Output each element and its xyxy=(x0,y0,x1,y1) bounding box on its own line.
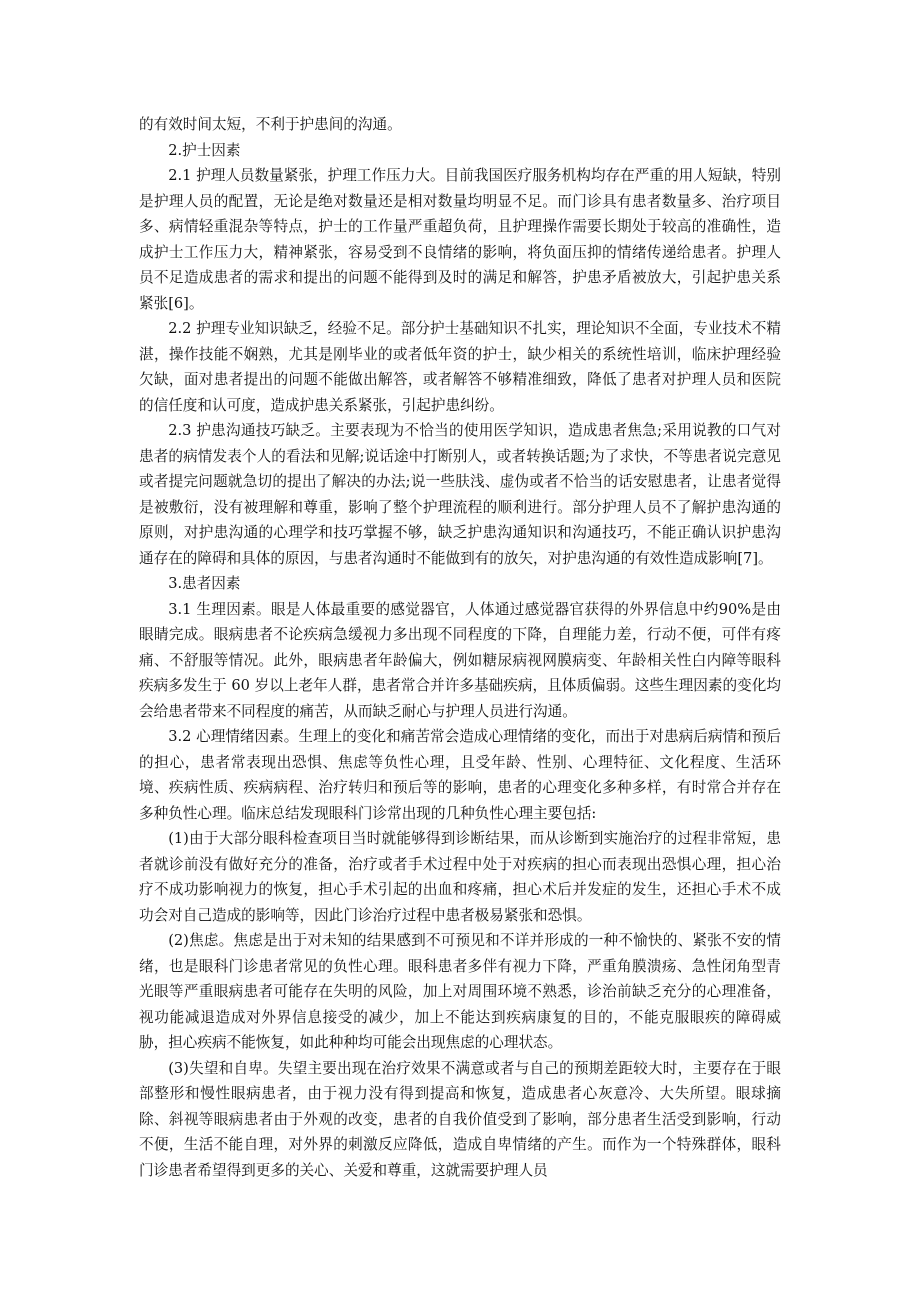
paragraph-3-2: 3.2 心理情绪因素。生理上的变化和痛苦常会造成心理情绪的变化，而出于对患病后病情和预后的担心，患者常表现出恐惧、焦虑等负性心理，且受年龄、性别、心理特征、文化程度、生活环境、疾病性质、疾病病程、治疗转归和预后等的影响，患者的心理变化多种多样，有时常合并存在多种负性心理。临床总结发现眼科门诊常出现的几种负性心理主要包括: xyxy=(139,728,781,822)
paragraph-2-1: 2.1 护理人员数量紧张，护理工作压力大。目前我国医疗服务机构均存在严重的用人短缺，特别是护理人员的配置，无论是绝对数量还是相对数量均明显不足。而门诊具有患者数量多、治疗项目多、病情轻重混杂等特点，护士的工作量严重超负荷，且护理操作需要长期处于较高的准确性，造成护士工作压力大，精神紧张，容易受到不良情绪的影响，将负面压抑的情绪传递给患者。护理人员不足造成患者的需求和提出的问题不能得到及时的满足和解答，护患矛盾被放大，引起护患关系紧张[6]。 xyxy=(139,167,781,312)
document-page xyxy=(139,112,781,1183)
paragraph-item-1: (1)由于大部分眼科检查项目当时就能够得到诊断结果，而从诊断到实施治疗的过程非常短，患者就诊前没有做好充分的准备，治疗或者手术过程中处于对疾病的担心而表现出恐惧心理，担心治疗不成功影响视力的恢复，担心手术引起的出血和疼痛，担心术后并发症的发生，还担心手术不成功会对自己造成的影响等，因此门诊治疗过程中患者极易紧张和恐惧。 xyxy=(139,830,781,924)
paragraph-2-3: 2.3 护患沟通技巧缺乏。主要表现为不恰当的使用医学知识，造成患者焦急;采用说教的口气对患者的病情发表个人的看法和见解;说话途中打断别人，或者转换话题;为了求快，不等患者说完意见或者提完问题就急切的提出了解决的办法;说一些肤浅、虚伪或者不恰当的话安慰患者，让患者觉得是被敷衍，没有被理解和尊重，影响了整个护理流程的顺利进行。部分护理人员不了解护患沟通的原则，对护患沟通的心理学和技巧掌握不够，缺乏护患沟通知识和沟通技巧，不能正确认识护患沟通存在的障碍和具体的原因，与患者沟通时不能做到有的放矢，对护患沟通的有效性造成影响[7]。 xyxy=(139,422,781,567)
section-heading-nurse-factors: 2.护士因素 xyxy=(168,141,241,159)
paragraph-2-2: 2.2 护理专业知识缺乏，经验不足。部分护士基础知识不扎实，理论知识不全面，专业技术不精湛，操作技能不娴熟，尤其是刚毕业的或者低年资的护士，缺少相关的系统性培训，临床护理经验欠缺，面对患者提出的问题不能做出解答，或者解答不够精准细致，降低了患者对护理人员和医院的信任度和认可度，造成护患关系紧张，引起护患纠纷。 xyxy=(139,320,781,414)
paragraph-item-2: (2)焦虑。焦虑是出于对未知的结果感到不可预见和不详并形成的一种不愉快的、紧张不安的情绪，也是眼科门诊患者常见的负性心理。眼科患者多伴有视力下降，严重角膜溃疡、急性闭角型青光眼等严重眼病患者可能存在失明的风险，加上对周围环境不熟悉，诊治前缺乏充分的心理准备，视功能减退造成对外界信息接受的减少，加上不能达到疾病康复的目的，不能克服眼疾的障碍威胁，担心疾病不能恢复，如此种种均可能会出现焦虑的心理状态。 xyxy=(139,932,781,1051)
paragraph-3-1: 3.1 生理因素。眼是人体最重要的感觉器官，人体通过感觉器官获得的外界信息中约90%是由眼睛完成。眼病患者不论疾病急缓视力多出现不同程度的下降，自理能力差，行动不便，可伴有疼痛、不舒服等情况。此外，眼病患者年龄偏大，例如糖尿病视网膜病变、年龄相关性白内障等眼科疾病多发生于 60 岁以上老年人群，患者常合并许多基础疾病，且体质偏弱。这些生理因素的变化均会给患者带来不同程度的痛苦，从而缺乏耐心与护理人员进行沟通。 xyxy=(139,600,781,720)
section-heading-patient-factors: 3.患者因素 xyxy=(168,575,241,592)
paragraph-item-3: (3)失望和自卑。失望主要出现在治疗效果不满意或者与自己的预期差距较大时，主要存在于眼部整形和慢性眼病患者，由于视力没有得到提高和恢复，造成患者心灰意冷、大失所望。眼球摘除、斜视等眼病患者由于外观的改变，患者的自我价值受到了影响，部分患者生活受到影响，行动不便，生活不能自理，对外界的刺激反应降低，造成自卑情绪的产生。而作为一个特殊群体，眼科门诊患者希望得到更多的关心、关爱和尊重，这就需要护理人员 xyxy=(139,1059,781,1179)
paragraph-continuation: 的有效时间太短，不利于护患间的沟通。 xyxy=(139,116,402,133)
